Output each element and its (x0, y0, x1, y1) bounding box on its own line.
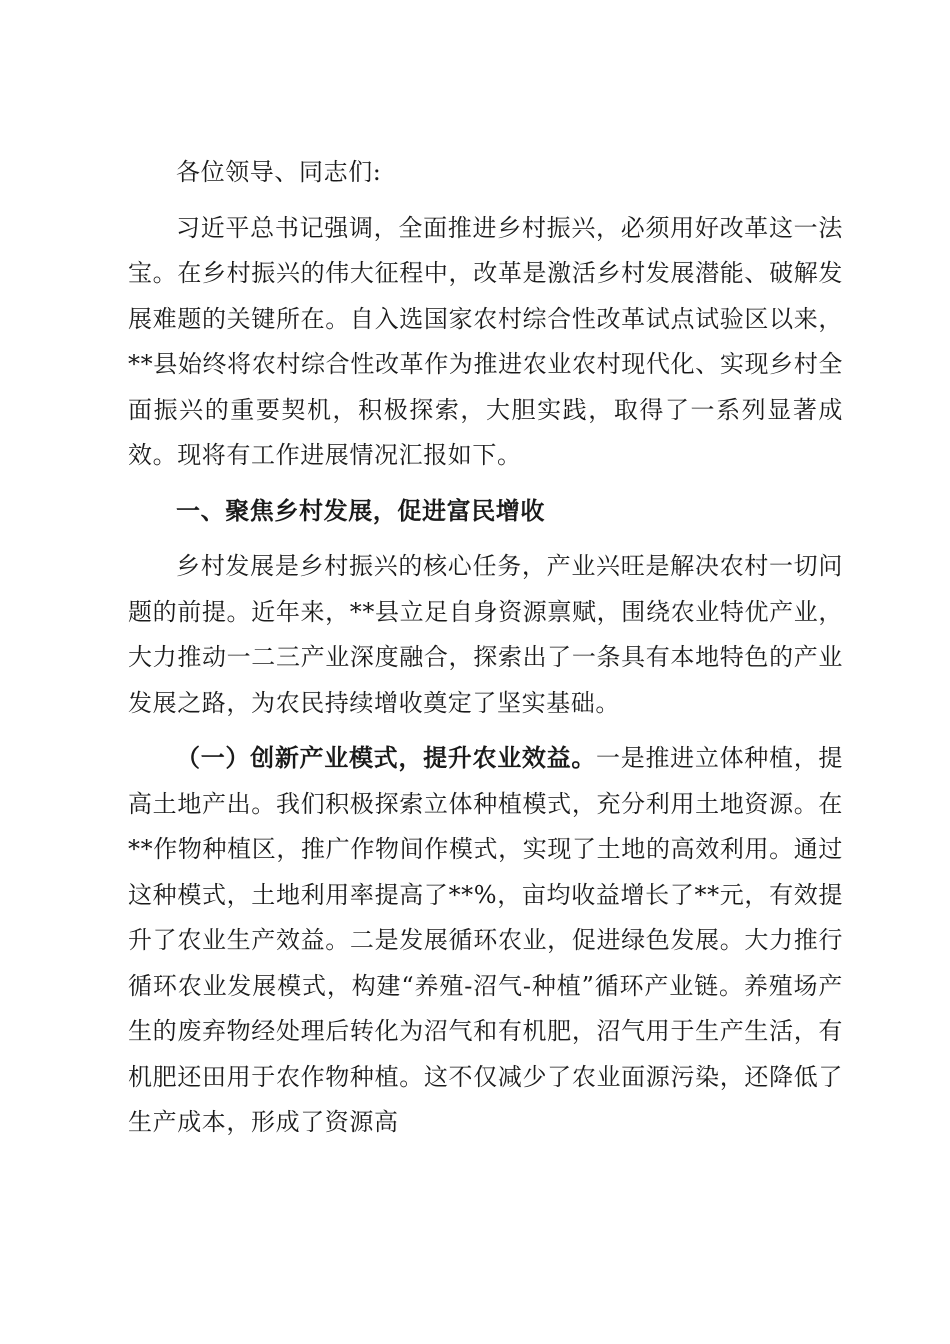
subsection-body: 一是推进立体种植，提高土地产出。我们积极探索立体种植模式，充分利用土地资源。在**作物种植区，推广作物间作模式，实现了土地的高效利用。通过这种模式，土地利用率提高了**%，亩均收益增长了**元，有效提升了农业生产效益。二是发展循环农业，促进绿色发展。大力推行循环农业发展模式，构建“养殖-沼气-种植”循环产业链。养殖场产生的废弃物经处理后转化为沼气和有机肥，沼气用于生产生活，有机肥还田用于农作物种植。这不仅减少了农业面源污染，还降低了生产成本，形成了资源高 (128, 744, 843, 1136)
subsection-paragraph (128, 736, 843, 1146)
intro-paragraph: 习近平总书记强调，全面推进乡村振兴，必须用好改革这一法宝。在乡村振兴的伟大征程中，改革是激活乡村发展潜能、破解发展难题的关键所在。自入选国家农村综合性改革试点试验区以来，**县始终将农村综合性改革作为推进农业农村现代化、实现乡村全面振兴的重要契机，积极探索，大胆实践，取得了一系列显著成效。现将有工作进展情况汇报如下。 (128, 213, 843, 469)
document-body (128, 150, 843, 1156)
subsection-lead: （一）创新产业模式，提升农业效益。 (176, 744, 597, 772)
section-paragraph: 乡村发展是乡村振兴的核心任务，产业兴旺是解决农村一切问题的前提。近年来，**县立足自身资源禀赋，围绕农业特优产业，大力推动一二三产业深度融合，探索出了一条具有本地特色的产业发展之路，为农民持续增收奠定了坚实基础。 (128, 552, 843, 717)
salutation: 各位领导、同志们: (176, 158, 382, 186)
section-heading: 一、聚焦乡村发展，促进富民增收 (176, 496, 545, 525)
